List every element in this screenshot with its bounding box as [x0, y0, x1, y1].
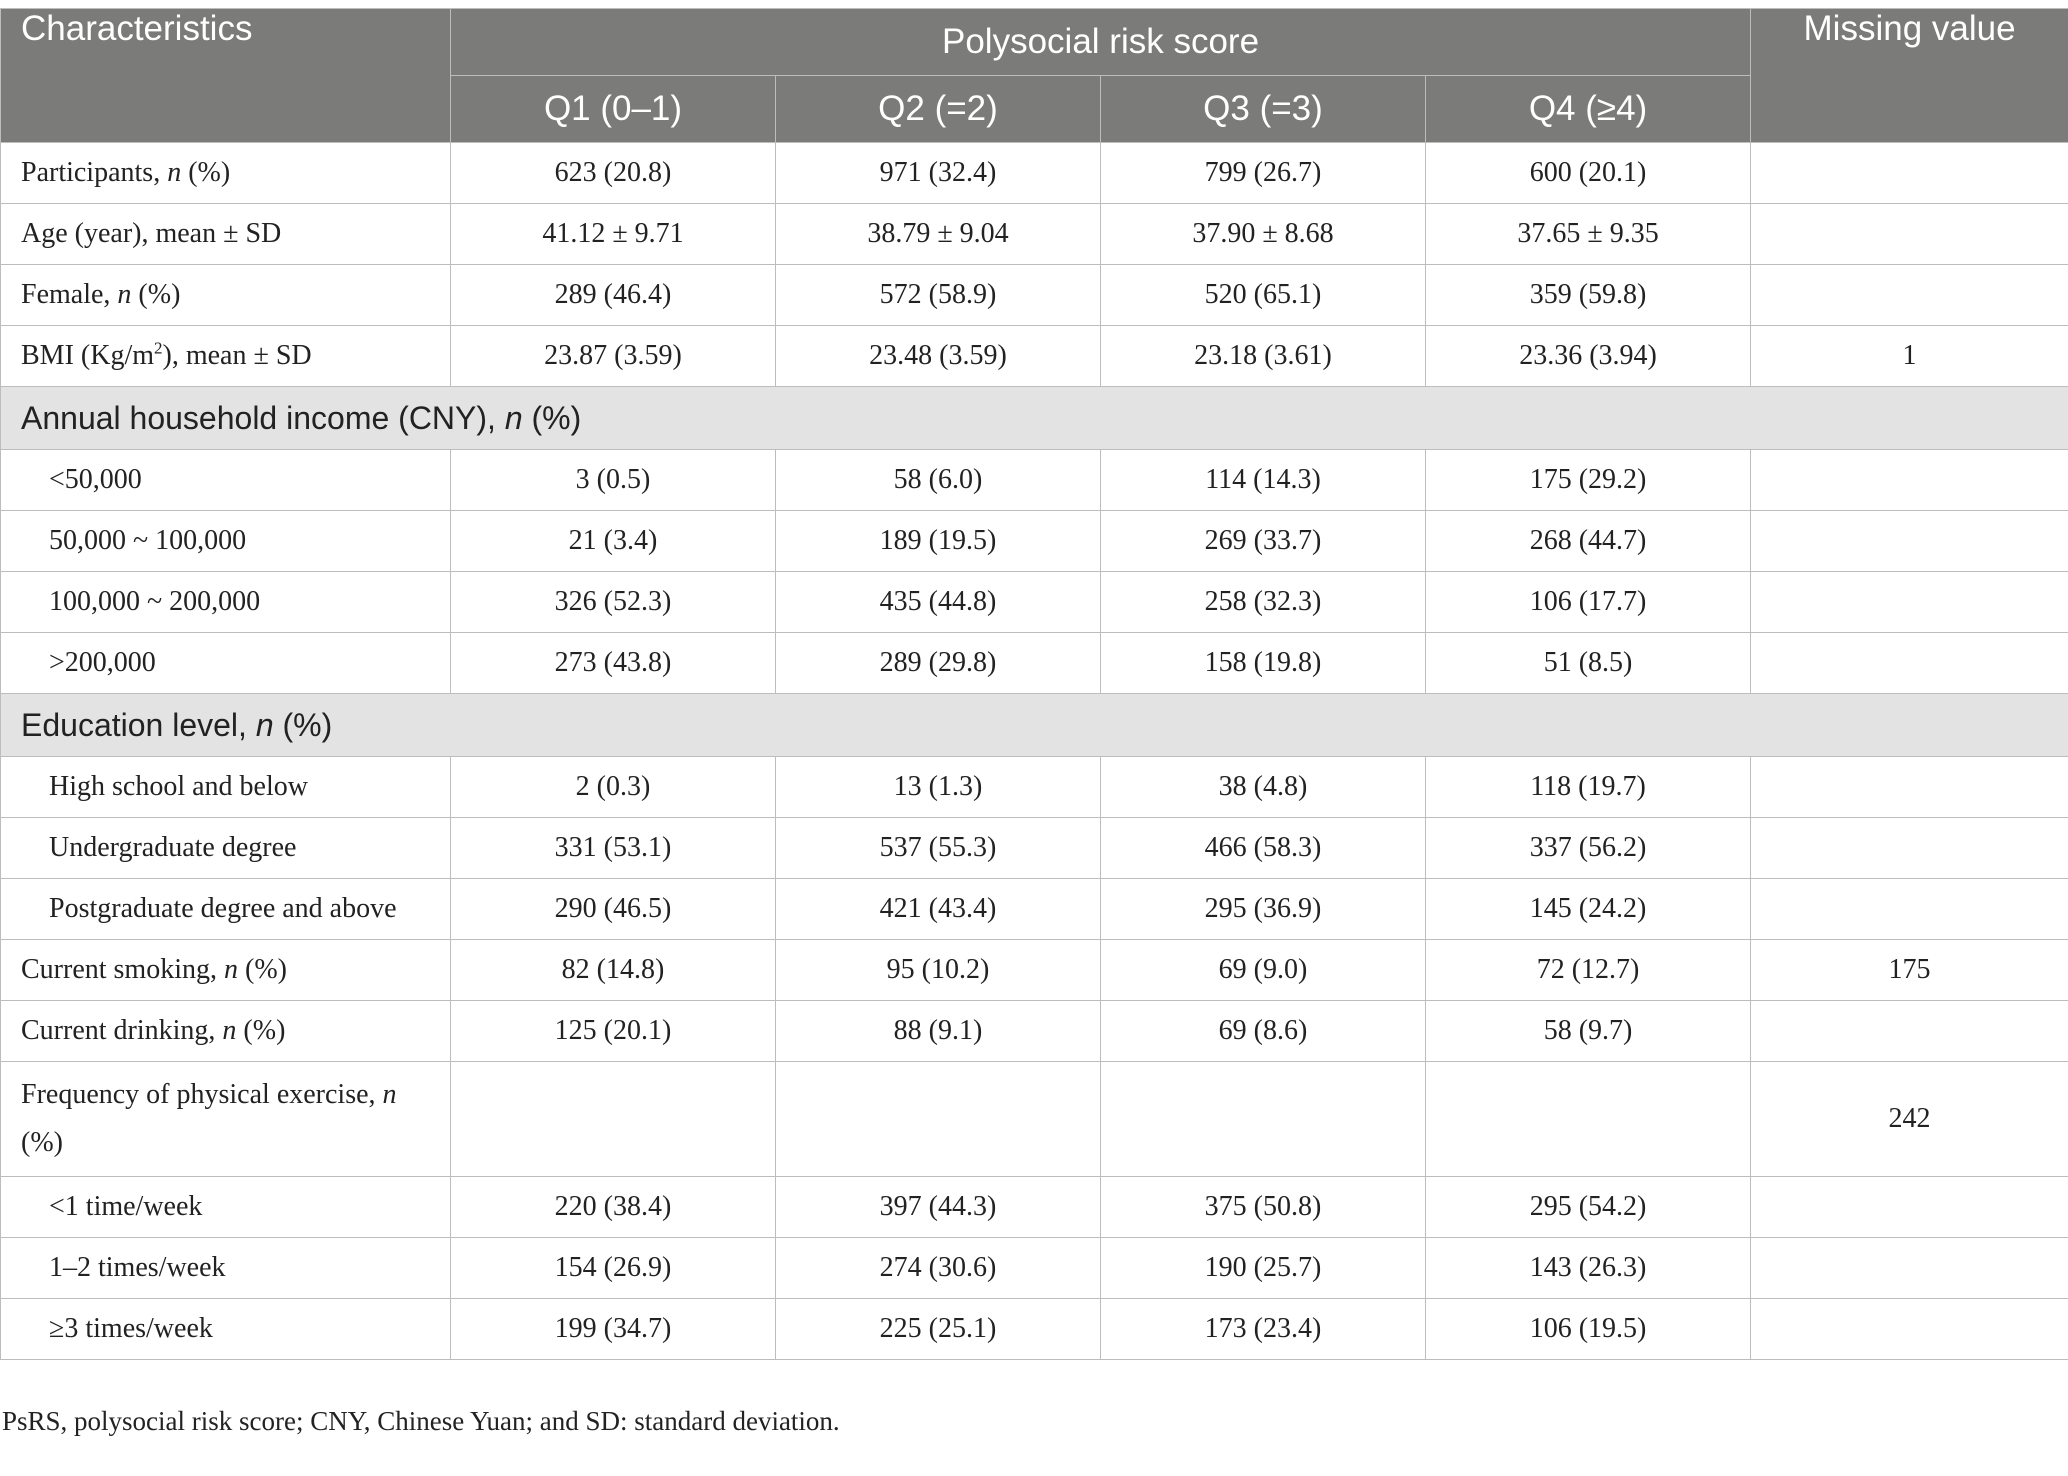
cell-q4: 106 (17.7) — [1426, 572, 1751, 633]
cell-q2: 58 (6.0) — [776, 450, 1101, 511]
cell-q1: 273 (43.8) — [451, 633, 776, 694]
cell-q2: 13 (1.3) — [776, 757, 1101, 818]
cell-missing — [1751, 1238, 2068, 1299]
section-label: Education level, n (%) — [1, 694, 2068, 757]
cell-q3: 258 (32.3) — [1101, 572, 1426, 633]
cell-missing — [1751, 143, 2068, 204]
row-edu-undergrad — [1, 818, 2068, 879]
row-label: Current drinking, n (%) — [1, 1001, 451, 1062]
cell-q3: 23.18 (3.61) — [1101, 326, 1426, 387]
cell-q3: 295 (36.9) — [1101, 879, 1426, 940]
row-exercise-header — [1, 1062, 2068, 1177]
cell-q1: 623 (20.8) — [451, 143, 776, 204]
row-label: ≥3 times/week — [1, 1299, 451, 1360]
row-exercise-ge3 — [1, 1299, 2068, 1360]
cell-q2: 38.79 ± 9.04 — [776, 204, 1101, 265]
cell-q1 — [451, 1062, 776, 1177]
cell-missing — [1751, 879, 2068, 940]
cell-q1: 331 (53.1) — [451, 818, 776, 879]
cell-q3: 269 (33.7) — [1101, 511, 1426, 572]
row-exercise-1-2 — [1, 1238, 2068, 1299]
header-q4: Q4 (≥4) — [1426, 76, 1751, 143]
cell-q2: 95 (10.2) — [776, 940, 1101, 1001]
row-label: Current smoking, n (%) — [1, 940, 451, 1001]
cell-q2: 23.48 (3.59) — [776, 326, 1101, 387]
cell-q2: 88 (9.1) — [776, 1001, 1101, 1062]
cell-q2: 572 (58.9) — [776, 265, 1101, 326]
cell-q3: 520 (65.1) — [1101, 265, 1426, 326]
row-label: <1 time/week — [1, 1177, 451, 1238]
cell-q2: 289 (29.8) — [776, 633, 1101, 694]
cell-missing — [1751, 818, 2068, 879]
row-label: Participants, n (%) — [1, 143, 451, 204]
cell-q3: 466 (58.3) — [1101, 818, 1426, 879]
row-label: BMI $(Kg/m^2)$, mean ± SD — [1, 326, 451, 387]
cell-q3 — [1101, 1062, 1426, 1177]
section-income — [1, 387, 2068, 450]
cell-q3: 375 (50.8) — [1101, 1177, 1426, 1238]
header-missing-value: Missing value — [1751, 9, 2068, 143]
cell-q3: 799 (26.7) — [1101, 143, 1426, 204]
cell-q4: 72 (12.7) — [1426, 940, 1751, 1001]
cell-q2: 189 (19.5) — [776, 511, 1101, 572]
cell-q1: 220 (38.4) — [451, 1177, 776, 1238]
cell-q4: 51 (8.5) — [1426, 633, 1751, 694]
cell-q4: 23.36 (3.94) — [1426, 326, 1751, 387]
row-label: 100,000 ~ 200,000 — [1, 572, 451, 633]
row-female — [1, 265, 2068, 326]
row-label: High school and below — [1, 757, 451, 818]
cell-q4: 337 (56.2) — [1426, 818, 1751, 879]
row-label: 50,000 ~ 100,000 — [1, 511, 451, 572]
row-label: Frequency of physical exercise, n (%) — [1, 1062, 451, 1177]
cell-q4: 143 (26.3) — [1426, 1238, 1751, 1299]
header-characteristics: Characteristics — [1, 9, 451, 143]
row-income-gt200k — [1, 633, 2068, 694]
cell-q4: 58 (9.7) — [1426, 1001, 1751, 1062]
cell-q1: 2 (0.3) — [451, 757, 776, 818]
cell-q1: 289 (46.4) — [451, 265, 776, 326]
cell-missing — [1751, 265, 2068, 326]
row-participants — [1, 143, 2068, 204]
header-polysocial-risk-score: Polysocial risk score — [451, 9, 1751, 76]
row-edu-highschool — [1, 757, 2068, 818]
cell-q2: 274 (30.6) — [776, 1238, 1101, 1299]
cell-missing: 242 — [1751, 1062, 2068, 1177]
cell-missing — [1751, 204, 2068, 265]
cell-missing — [1751, 450, 2068, 511]
row-label: Age (year), mean ± SD — [1, 204, 451, 265]
cell-q4: 295 (54.2) — [1426, 1177, 1751, 1238]
cell-q2: 435 (44.8) — [776, 572, 1101, 633]
cell-q3: 190 (25.7) — [1101, 1238, 1426, 1299]
cell-q1: 41.12 ± 9.71 — [451, 204, 776, 265]
cell-q4: 118 (19.7) — [1426, 757, 1751, 818]
cell-q2: 397 (44.3) — [776, 1177, 1101, 1238]
row-label: 1–2 times/week — [1, 1238, 451, 1299]
row-label: Postgraduate degree and above — [1, 879, 451, 940]
cell-q4: 268 (44.7) — [1426, 511, 1751, 572]
row-age — [1, 204, 2068, 265]
row-label: Undergraduate degree — [1, 818, 451, 879]
header-q3: Q3 (=3) — [1101, 76, 1426, 143]
table-footnote: PsRS, polysocial risk score; CNY, Chinese Yuan; and SD: standard deviation. — [2, 1406, 840, 1436]
cell-q1: 154 (26.9) — [451, 1238, 776, 1299]
cell-q2: 971 (32.4) — [776, 143, 1101, 204]
row-label: Female, n (%) — [1, 265, 451, 326]
cell-q1: 82 (14.8) — [451, 940, 776, 1001]
row-income-100-200k — [1, 572, 2068, 633]
cell-q3: 38 (4.8) — [1101, 757, 1426, 818]
cell-q4 — [1426, 1062, 1751, 1177]
row-income-lt50k — [1, 450, 2068, 511]
row-label: >200,000 — [1, 633, 451, 694]
cell-missing — [1751, 757, 2068, 818]
row-bmi — [1, 326, 2068, 387]
cell-q3: 158 (19.8) — [1101, 633, 1426, 694]
cell-q4: 106 (19.5) — [1426, 1299, 1751, 1360]
cell-missing — [1751, 511, 2068, 572]
cell-q1: 199 (34.7) — [451, 1299, 776, 1360]
cell-q1: 290 (46.5) — [451, 879, 776, 940]
cell-missing — [1751, 1299, 2068, 1360]
cell-q3: 173 (23.4) — [1101, 1299, 1426, 1360]
cell-missing — [1751, 572, 2068, 633]
cell-q3: 69 (8.6) — [1101, 1001, 1426, 1062]
cell-q4: 175 (29.2) — [1426, 450, 1751, 511]
cell-q2: 225 (25.1) — [776, 1299, 1101, 1360]
cell-q1: 3 (0.5) — [451, 450, 776, 511]
row-drinking — [1, 1001, 2068, 1062]
cell-q4: 37.65 ± 9.35 — [1426, 204, 1751, 265]
row-income-50-100k — [1, 511, 2068, 572]
cell-missing — [1751, 1001, 2068, 1062]
cell-q1: 125 (20.1) — [451, 1001, 776, 1062]
section-education — [1, 694, 2068, 757]
cell-q1: 326 (52.3) — [451, 572, 776, 633]
table-document — [0, 8, 2068, 1437]
row-edu-postgrad — [1, 879, 2068, 940]
cell-missing — [1751, 633, 2068, 694]
cell-missing: 1 — [1751, 326, 2068, 387]
cell-q4: 145 (24.2) — [1426, 879, 1751, 940]
cell-q3: 37.90 ± 8.68 — [1101, 204, 1426, 265]
cell-q1: 21 (3.4) — [451, 511, 776, 572]
cell-q2 — [776, 1062, 1101, 1177]
characteristics-table — [0, 8, 2068, 1360]
cell-q3: 114 (14.3) — [1101, 450, 1426, 511]
cell-q4: 600 (20.1) — [1426, 143, 1751, 204]
cell-q4: 359 (59.8) — [1426, 265, 1751, 326]
row-label: <50,000 — [1, 450, 451, 511]
cell-q2: 537 (55.3) — [776, 818, 1101, 879]
header-q2: Q2 (=2) — [776, 76, 1101, 143]
section-label: Annual household income (CNY), n (%) — [1, 387, 2068, 450]
header-q1: Q1 (0–1) — [451, 76, 776, 143]
cell-q3: 69 (9.0) — [1101, 940, 1426, 1001]
cell-missing — [1751, 1177, 2068, 1238]
row-exercise-lt1 — [1, 1177, 2068, 1238]
cell-q1: 23.87 (3.59) — [451, 326, 776, 387]
row-smoking — [1, 940, 2068, 1001]
cell-q2: 421 (43.4) — [776, 879, 1101, 940]
cell-missing: 175 — [1751, 940, 2068, 1001]
header-row-1 — [1, 9, 2068, 76]
